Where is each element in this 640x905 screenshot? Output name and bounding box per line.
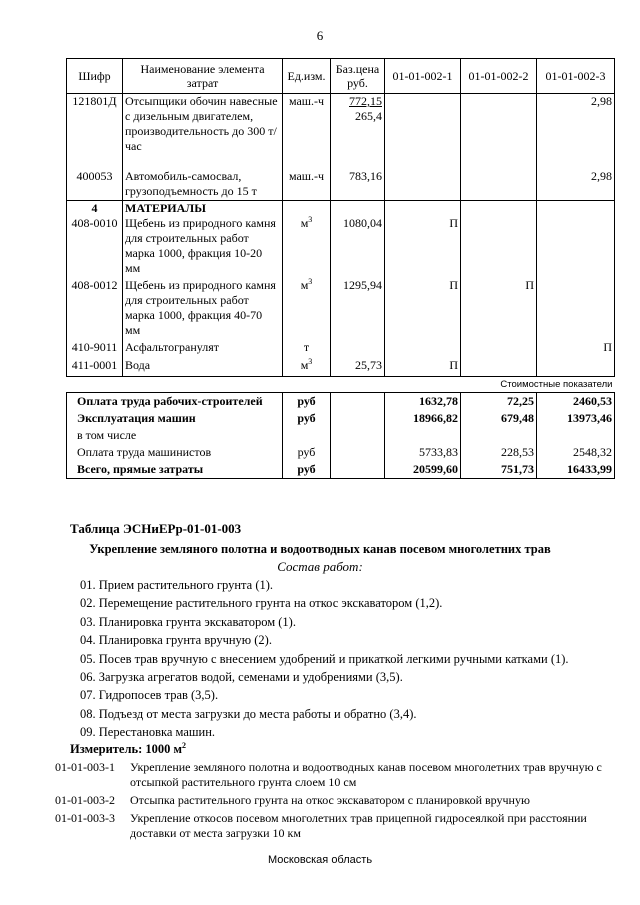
section-code: 4 xyxy=(67,201,123,217)
table-row xyxy=(67,216,615,278)
row-code: 408-0012 xyxy=(67,278,123,340)
row-col-2 xyxy=(461,94,537,169)
indicator-col-2: 751,73 xyxy=(461,461,537,479)
variant-item xyxy=(55,811,615,841)
row-col-2 xyxy=(461,169,537,201)
indicator-col-1: 5733,83 xyxy=(385,444,461,461)
row-unit: маш.-ч xyxy=(283,94,331,169)
indicator-name: Эксплуатация машин xyxy=(67,410,283,427)
row-price-bottom: 265,4 xyxy=(355,109,382,123)
variant-text: Укрепление откосов посевом многолетних трав прицепной гидросеялкой при расстоянии доставки от места загрузки 10 км xyxy=(130,811,587,840)
row-col-2: П xyxy=(461,278,537,340)
indicator-col-1: 18966,82 xyxy=(385,410,461,427)
row-code: 121801Д xyxy=(67,94,123,169)
indicator-row xyxy=(67,410,615,427)
indicator-col-1: 1632,78 xyxy=(385,392,461,410)
indicator-unit: руб xyxy=(283,410,331,427)
row-col-3 xyxy=(537,216,615,278)
indicator-unit: руб xyxy=(283,461,331,479)
variant-code: 01-01-003-2 xyxy=(55,793,115,807)
variant-code: 01-01-003-1 xyxy=(55,760,115,774)
row-price xyxy=(331,94,385,169)
row-unit: т xyxy=(283,340,331,358)
row-price-top: 772,15 xyxy=(349,94,382,108)
row-col-1 xyxy=(385,169,461,201)
page-number: 6 xyxy=(316,28,324,43)
operation-item: 09. Перестановка машин. xyxy=(80,725,216,740)
row-name: Щебень из природного камня для строительных работ марка 1000, фракция 40-70 мм xyxy=(123,278,283,340)
row-col-2 xyxy=(461,340,537,358)
indicator-row xyxy=(67,427,615,444)
row-col-3: 2,98 xyxy=(537,169,615,201)
header-col-3: 01-01-002-3 xyxy=(537,59,615,94)
section-name: МАТЕРИАЛЫ xyxy=(123,201,283,217)
section-row xyxy=(67,201,615,217)
variant-text: Укрепление земляного полотна и водоотводных канав посевом многолетних трав вручную с отсыпкой растительного грунта слоем 10 см xyxy=(130,760,602,789)
page-footer: Московская область xyxy=(267,854,373,866)
header-code: Шифр xyxy=(67,59,123,94)
variant-text: Отсыпка растительного грунта на откос экскаватором с планировкой вручную xyxy=(130,793,530,807)
header-col-2: 01-01-002-2 xyxy=(461,59,537,94)
indicator-name: в том числе xyxy=(67,427,283,444)
table-header xyxy=(67,59,615,94)
row-unit: $м^3$ xyxy=(283,216,331,278)
row-name: Автомобиль-самосвал, грузоподъемность до 15 т xyxy=(123,169,283,201)
indicator-col-2: 72,25 xyxy=(461,392,537,410)
row-price: 25,73 xyxy=(331,358,385,376)
measure-unit: Измеритель: 1000 $м^2$ xyxy=(70,740,187,756)
row-price: 1295,94 xyxy=(331,278,385,340)
indicator-col-3: 2460,53 xyxy=(537,392,615,410)
row-name: Щебень из природного камня для строительных работ марка 1000, фракция 10-20 мм xyxy=(123,216,283,278)
row-name: Асфальтогранулят xyxy=(123,340,283,358)
row-price xyxy=(331,340,385,358)
operation-item: 03. Планировка грунта экскаватором (1). xyxy=(80,614,296,629)
row-unit: $м^3$ xyxy=(283,358,331,376)
operation-item: 04. Планировка грунта вручную (2). xyxy=(80,633,272,648)
resource-table xyxy=(66,58,615,479)
cost-caption-row xyxy=(67,376,615,392)
variant-code: 01-01-003-3 xyxy=(55,811,115,825)
variant-item xyxy=(55,793,615,808)
header-price: Баз.цена руб. xyxy=(331,59,385,94)
composition-title: Состав работ: xyxy=(277,559,363,574)
indicator-row xyxy=(67,392,615,410)
operations-list xyxy=(80,576,569,742)
table-title: Таблица ЭСНиЕРр-01-01-003 xyxy=(70,521,242,536)
table-row xyxy=(67,169,615,201)
indicator-col-3: 2548,32 xyxy=(537,444,615,461)
row-code: 411-0001 xyxy=(67,358,123,376)
indicator-col-2: 679,48 xyxy=(461,410,537,427)
row-col-2 xyxy=(461,216,537,278)
row-col-1 xyxy=(385,94,461,169)
operation-item: 08. Подъезд от места загрузки до места работы и обратно (3,4). xyxy=(80,706,417,721)
operation-item: 01. Прием растительного грунта (1). xyxy=(80,578,274,592)
indicator-name: Всего, прямые затраты xyxy=(67,461,283,479)
indicator-row xyxy=(67,461,615,479)
row-col-2 xyxy=(461,358,537,376)
indicator-col-3: 13973,46 xyxy=(537,410,615,427)
operation-item: 05. Посев трав вручную с внесением удобрений и прикаткой легкими ручными катками (1). xyxy=(80,651,569,666)
row-code: 408-0010 xyxy=(67,216,123,278)
row-code: 410-9011 xyxy=(67,340,123,358)
row-col-1: П xyxy=(385,358,461,376)
indicator-col-2: 228,53 xyxy=(461,444,537,461)
operation-item: 07. Гидропосев трав (3,5). xyxy=(80,688,219,703)
row-name: Вода xyxy=(123,358,283,376)
row-col-1: П xyxy=(385,278,461,340)
header-col-1: 01-01-002-1 xyxy=(385,59,461,94)
operation-item: 06. Загрузка агрегатов водой, семенами и удобрениями (3,5). xyxy=(80,670,403,685)
variants-list xyxy=(55,760,615,844)
row-col-1 xyxy=(385,340,461,358)
table-row xyxy=(67,278,615,340)
indicator-name: Оплата труда машинистов xyxy=(67,444,283,461)
table-row xyxy=(67,340,615,358)
row-code: 400053 xyxy=(67,169,123,201)
row-col-3 xyxy=(537,358,615,376)
row-col-3: П xyxy=(537,340,615,358)
header-unit: Ед.изм. xyxy=(283,59,331,94)
table-row xyxy=(67,94,615,169)
row-col-3: 2,98 xyxy=(537,94,615,169)
variant-item xyxy=(55,760,615,790)
indicator-col-3: 16433,99 xyxy=(537,461,615,479)
header-name: Наименование элемента затрат xyxy=(123,59,283,94)
row-col-1: П xyxy=(385,216,461,278)
row-price: 783,16 xyxy=(331,169,385,201)
row-name: Отсыпщики обочин навесные с дизельным двигателем, производительность до 300 т/час xyxy=(123,94,283,169)
row-col-3 xyxy=(537,278,615,340)
row-price: 1080,04 xyxy=(331,216,385,278)
cost-caption: Стоимостные показатели xyxy=(500,378,613,390)
table-row xyxy=(67,358,615,376)
work-title: Укрепление земляного полотна и водоотводных канав посевом многолетних трав xyxy=(89,542,551,556)
row-unit: $м^3$ xyxy=(283,278,331,340)
indicator-col-1: 20599,60 xyxy=(385,461,461,479)
indicator-unit: руб xyxy=(283,444,331,461)
indicator-unit: руб xyxy=(283,392,331,410)
operation-item: 02. Перемещение растительного грунта на откос экскаватором (1,2). xyxy=(80,596,443,611)
indicator-row xyxy=(67,444,615,461)
indicator-name: Оплата труда рабочих-строителей xyxy=(67,392,283,410)
row-unit: маш.-ч xyxy=(283,169,331,201)
